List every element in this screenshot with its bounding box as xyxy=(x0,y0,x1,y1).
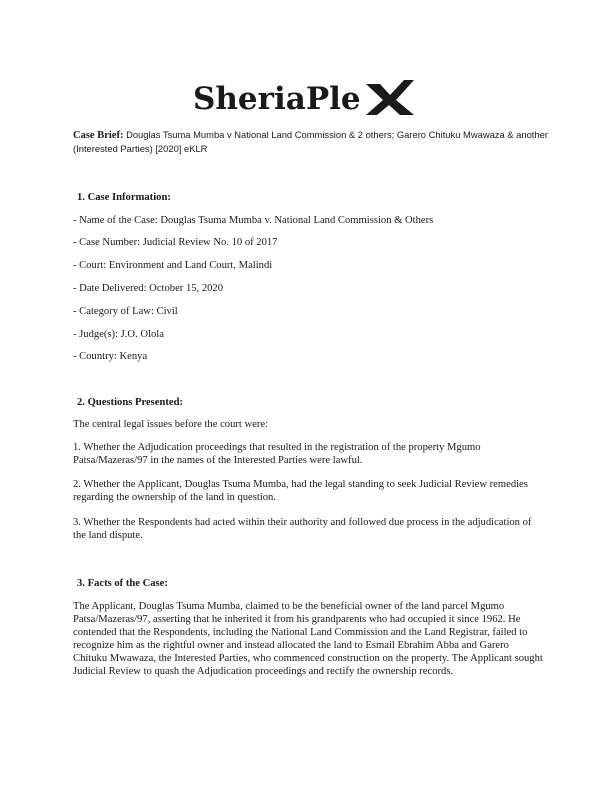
case-brief-label: Case Brief: xyxy=(73,130,124,141)
questions-presented-heading: 2. Questions Presented: xyxy=(77,397,184,408)
question-item: 3. Whether the Respondents had acted within their authority and followed due process in the adjudication of the land dispute. xyxy=(73,517,532,541)
logo-x-mark xyxy=(366,80,414,115)
sheriaplex-logo xyxy=(0,74,612,120)
logo-wordmark: SheriaPle xyxy=(193,81,361,117)
case-info-country: - Country: Kenya xyxy=(73,351,148,362)
case-info-category: - Category of Law: Civil xyxy=(73,306,178,317)
questions-intro: The central legal issues before the court were: xyxy=(73,419,269,430)
case-info-court: - Court: Environment and Land Court, Malindi xyxy=(73,260,273,271)
case-info-name: - Name of the Case: Douglas Tsuma Mumba v. National Land Commission & Others xyxy=(73,215,434,226)
facts-paragraph: The Applicant, Douglas Tsuma Mumba, claimed to be the beneficial owner of the land parcel Mgumo Patsa/Mazeras/97, asserting that he inherited it from his grandparents who had occupied it since 1962. He contended that the Respondents, including the National Land Commission and the Land Registrar, failed to recognize him as the rightful owner and instead allocated the land to Esmail Ebrahim Abba and Garero Chituku Mwawaza, the Interested Parties, who commenced construction on the property. The Applicant sought Judicial Review to quash the Adjudication proceedings and rectify the ownership records. xyxy=(73,601,543,677)
case-brief-title xyxy=(73,128,548,155)
question-item: 2. Whether the Applicant, Douglas Tsuma Mumba, had the legal standing to seek Judicial Review remedies regarding the ownership of the land in question. xyxy=(73,479,528,503)
case-brief-text: Douglas Tsuma Mumba v National Land Commission & 2 others; Garero Chituku Mwawaza & another (Interested Parties) [2020] eKLR xyxy=(73,129,548,154)
case-info-number: - Case Number: Judicial Review No. 10 of 2017 xyxy=(73,237,278,248)
case-information-heading: 1. Case Information: xyxy=(77,192,171,203)
case-info-date: - Date Delivered: October 15, 2020 xyxy=(73,283,224,294)
question-item: 1. Whether the Adjudication proceedings that resulted in the registration of the property Mgumo Patsa/Mazeras/97 in the names of the Interested Parties were lawful. xyxy=(73,442,481,466)
facts-heading: 3. Facts of the Case: xyxy=(77,578,168,589)
case-info-judges: - Judge(s): J.O. Olola xyxy=(73,329,164,340)
